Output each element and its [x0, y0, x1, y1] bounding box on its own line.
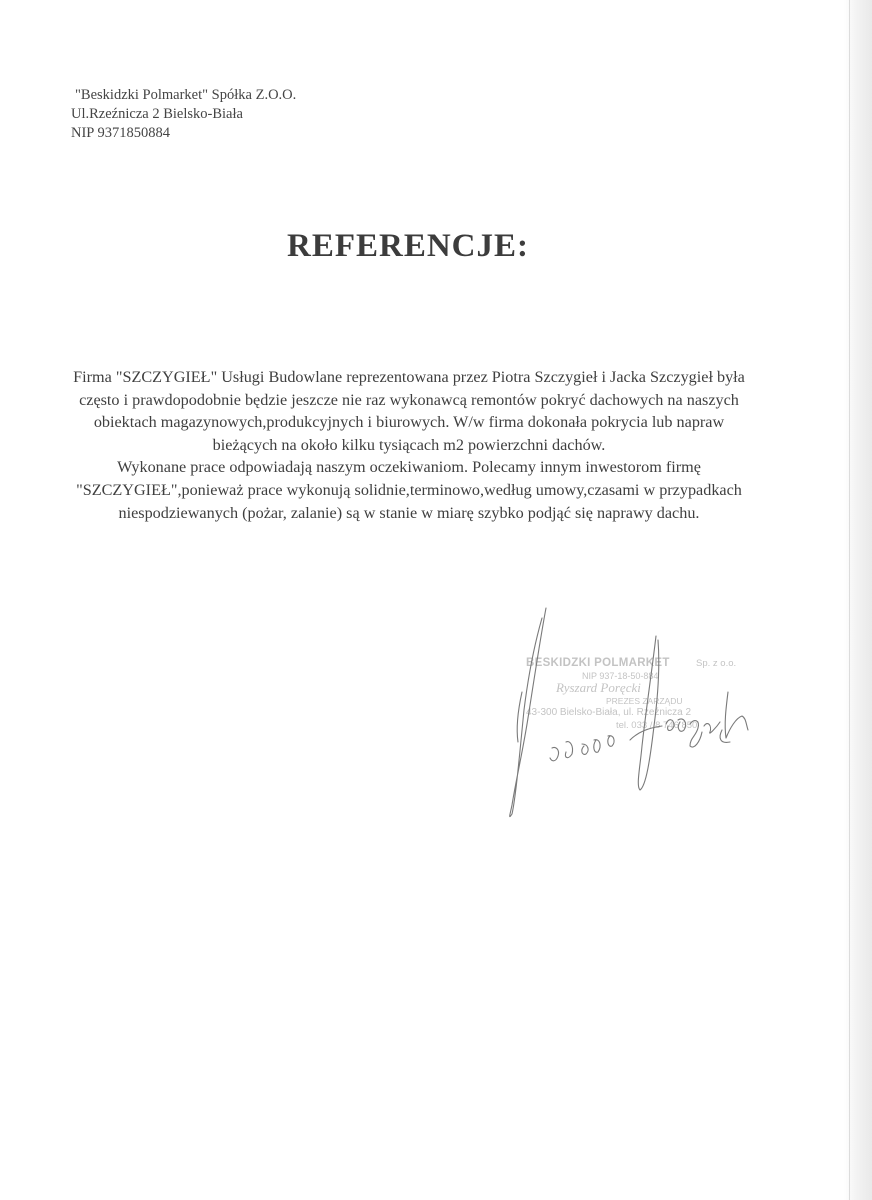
stamp-signer: Ryszard Poręcki [556, 680, 641, 695]
body-paragraph-1: Firma "SZCZYGIEŁ" Usługi Budowlane reprezentowana przez Piotra Szczygieł i Jacka Szczygieł była często i prawdopodobnie będzie jeszcze nie raz wykonawcą remontów pokryć dachowych na naszych obiektach magazynowych,produkcyjnych i biurowych. W/w firma dokonała pokrycia lub napraw bieżących na około kilku tysiącach m2 powierzchni dachów. [73, 368, 745, 454]
sender-address: Ul.Rzeźnicza 2 Bielsko-Biała [71, 106, 243, 122]
stamp-nip: NIP 937-18-50-884 [582, 671, 659, 681]
handwritten-signature [490, 600, 770, 830]
stamp-company-suffix: Sp. z o.o. [696, 658, 737, 669]
sender-name: "Beskidzki Polmarket" Spółka Z.O.O. [75, 87, 297, 103]
document-body [64, 366, 754, 524]
document-title: REFERENCJE: [286, 228, 530, 264]
scan-edge-line [849, 0, 850, 1200]
sender-block [71, 86, 296, 143]
stamp-company: BESKIDZKI POLMARKET [526, 657, 670, 669]
sender-nip: NIP 9371850884 [71, 125, 170, 141]
body-paragraph-2: Wykonane prace odpowiadają naszym oczekiwaniom. Polecamy innym inwestorom firmę "SZCZYGIEŁ",ponieważ prace wykonują solidnie,terminowo,według umowy,czasami w przypadkach niespodziewanych (pożar, zalanie) są w stanie w miarę szybko podjąć się naprawy dachu. [76, 458, 742, 522]
stamp-role: PREZES ZARZĄDU [606, 696, 683, 706]
stamp-phone: tel. 033 / 8 746 850 [616, 720, 698, 731]
stamp-address: 43-300 Bielsko-Biała, ul. Rzeźnicza 2 [526, 707, 692, 718]
